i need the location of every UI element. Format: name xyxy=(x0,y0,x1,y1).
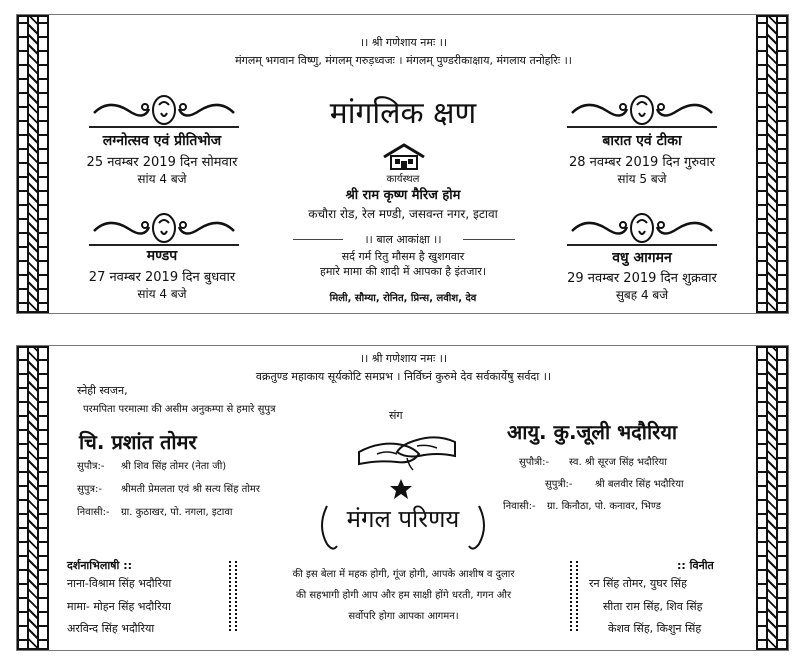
venue-address: कचौरा रोड, रेल मण्डी, जसवन्त नगर, इटावा xyxy=(308,207,498,221)
title: मांगलिक क्षण xyxy=(329,96,477,131)
event-time: सांय 5 बजे xyxy=(617,172,667,186)
ganesh-flourish-icon xyxy=(567,211,717,245)
invocation: ।। श्री गणेशाय नमः ।। xyxy=(359,352,448,365)
bal-line: सर्द गर्म रितु मौसम है खुशगवार xyxy=(341,250,465,263)
bal-heading: ।। बाल आकांक्षा ।। xyxy=(343,232,463,247)
bride-detail-label: निवासी:- xyxy=(503,501,536,512)
joined-hands-icon xyxy=(357,424,457,472)
bal-line: हमारे मामा की शादी में आपका है इंतजार। xyxy=(320,265,486,278)
ganesh-flourish-icon xyxy=(89,211,239,245)
message-line: की इस बेला में महक होगी, गूंज होगी, आपके आशीष व दुलार xyxy=(292,569,515,580)
divider xyxy=(567,244,717,246)
right-border-pattern xyxy=(756,346,788,650)
bride-detail-label: सुपौत्री:- xyxy=(519,457,550,468)
event-date: 29 नवम्बर 2019 दिन शुक्रवार xyxy=(567,271,717,286)
event-date: 28 नवम्बर 2019 दिन गुरुवार xyxy=(568,155,716,170)
shloka: मंगलम् भगवान विष्णु, मंगलम् गरुड़ध्वजः । मंगलम् पुण्डरीकाक्षाय, मंगलाय तनोहरिः ।। xyxy=(235,54,572,67)
vinit-item: केशव सिंह, किशुन सिंह xyxy=(608,622,702,635)
event-time: सांय 4 बजे xyxy=(137,287,187,301)
bride-detail-value: स्व. श्री सूरज सिंह भदौरिया xyxy=(569,457,667,468)
bride-name: आयु. कु.जूली भदौरिया xyxy=(507,420,678,444)
divider xyxy=(89,126,239,128)
event-date: 27 नवम्बर 2019 दिन बुधवार xyxy=(88,270,236,285)
bal-names: मिली, सौम्या, रोनित, प्रिन्स, लवीश, देव xyxy=(329,293,477,304)
parinay-title: मंगल परिणय xyxy=(346,505,460,533)
divider xyxy=(567,126,717,128)
bride-detail-value: श्री बलवीर सिंह भदौरिया xyxy=(595,479,684,490)
bride-detail-value: ग्रा. किनौठा, पो. कनावर, भिण्ड xyxy=(547,501,661,512)
groom-detail-label: सुपुत्र:- xyxy=(77,484,102,495)
ganesh-flourish-icon xyxy=(89,93,239,127)
sang-label: संग xyxy=(389,409,403,422)
house-icon xyxy=(382,143,426,171)
darshan-item: अरविन्द सिंह भदौरिया xyxy=(67,622,155,635)
groom-detail-label: निवासी:- xyxy=(77,507,110,518)
invocation: ।। श्री गणेशाय नमः ।। xyxy=(359,36,448,49)
parinay-flourish-icon xyxy=(313,496,493,556)
invitation-card xyxy=(16,345,789,651)
venue-name: श्री राम कृष्ण मैरिज होम xyxy=(345,188,461,203)
event-name: वधु आगमन xyxy=(612,250,672,266)
vinit-heading: :: विनीत xyxy=(677,559,714,572)
event-card xyxy=(16,14,789,314)
venue-label: कार्यस्थल xyxy=(386,174,420,185)
left-border-pattern xyxy=(17,346,49,650)
darshan-item: नाना-विश्राम सिंह भदौरिया xyxy=(67,577,172,590)
darshan-item: मामा- मोहन सिंह भदौरिया xyxy=(67,600,171,613)
shloka: वक्रतुण्ड महाकाय सूर्यकोटि समप्रभ । निर्विघ्नं कुरुमे देव सर्वकार्येषु सर्वदा ।। xyxy=(255,370,552,383)
groom-name: चि. प्रशांत तोमर xyxy=(79,430,197,454)
vinit-item: सीता राम सिंह, शिव सिंह xyxy=(603,600,703,613)
intro: परमपिता परमात्मा की असीम अनुकम्पा से हमारे सुपुत्र xyxy=(83,404,276,415)
message-line: सर्वोपरि होगा आपका आगमन। xyxy=(348,611,459,622)
event-date: 25 नवम्बर 2019 दिन सोमवार xyxy=(86,155,238,170)
groom-detail-value: श्रीमती प्रेमलता एवं श्री सत्य सिंह तोमर xyxy=(121,484,260,495)
dotted-divider xyxy=(570,561,578,631)
groom-detail-value: ग्रा. कुठाखर, पो. नगला, इटावा xyxy=(121,507,233,518)
event-time: सुबह 4 बजे xyxy=(615,288,669,302)
groom-detail-label: सुपौत्र:- xyxy=(77,461,105,472)
event-name: मण्डप xyxy=(146,248,178,264)
message-line: की सहभागी होगी आप और हम साक्षी होंगे धरती, गगन और xyxy=(295,590,512,601)
bride-detail-label: सुपुत्री:- xyxy=(545,479,573,490)
greeting: स्नेही स्वजन, xyxy=(77,384,128,397)
event-name: बारात एवं टीका xyxy=(602,133,682,149)
event-time: सांय 4 बजे xyxy=(137,172,187,186)
darshan-heading: दर्शनाभिलाषी :: xyxy=(67,559,132,572)
dotted-divider xyxy=(229,561,237,631)
ganesh-flourish-icon xyxy=(567,93,717,127)
vinit-item: रन सिंह तोमर, युघर सिंह xyxy=(589,577,687,590)
groom-detail-value: श्री शिव सिंह तोमर (नेता जी) xyxy=(121,461,227,472)
event-name: लग्नोत्सव एवं प्रीतिभोज xyxy=(102,133,222,149)
